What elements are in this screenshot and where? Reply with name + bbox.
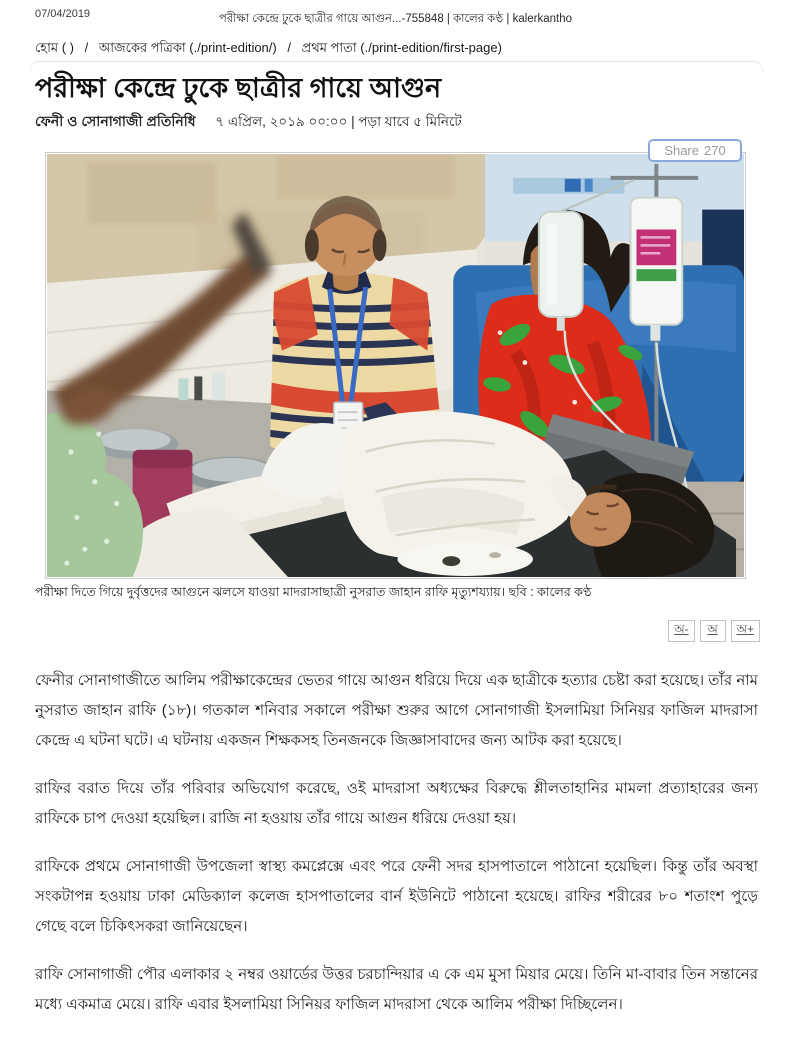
article-headline: পরীক্ষা কেন্দ্রে ঢুকে ছাত্রীর গায়ে আগুন bbox=[35, 73, 442, 103]
article-byline bbox=[35, 110, 462, 134]
byline-author: ফেনী ও সোনাগাজী প্রতিনিধি bbox=[35, 113, 196, 129]
article-paragraph: ফেনীর সোনাগাজীতে আলিম পরীক্ষাকেন্দ্রের ভেতর গায়ে আগুন ধরিয়ে দিয়ে এক ছাত্রীকে হত্যার চেষ্টা করা হয়েছে। তাঁর নাম নুসরাত জাহান রাফি (১৮)। গতকাল শনিবার সকালে পরীক্ষা শুরুর আগে সোনাগাজী ইসলামিয়া সিনিয়র ফাজিল মাদরাসা কেন্দ্রে এ ঘটনা ঘটে। এ ঘটনায় একজন শিক্ষকসহ তিনজনকে জিজ্ঞাসাবাদের জন্য আটক করা হয়েছে। bbox=[35, 672, 758, 749]
breadcrumb bbox=[35, 39, 509, 60]
article-photo bbox=[45, 152, 746, 579]
font-increase-button[interactable]: অ+ bbox=[731, 620, 760, 642]
print-date: 07/04/2019 bbox=[35, 8, 91, 20]
font-decrease-button[interactable]: অ- bbox=[668, 620, 694, 642]
print-page-title: পরীক্ষা কেন্দ্রে ঢুকে ছাত্রীর গায়ে আগুন...-755848 | কালের কণ্ঠ | kalerkantho bbox=[218, 13, 573, 25]
font-reset-button[interactable]: অ bbox=[700, 620, 726, 642]
photo-caption: পরীক্ষা দিতে গিয়ে দুর্বৃত্তদের আগুনে ঝলসে যাওয়া মাদরাসাছাত্রী নুসরাত জাহান রাফি মৃত্যুশয্যায়। ছবি : কালের কণ্ঠ bbox=[35, 585, 592, 599]
article-paragraph: রাফিকে প্রথমে সোনাগাজী উপজেলা স্বাস্থ্য কমপ্লেক্সে এবং পরে ফেনী সদর হাসপাতালে পাঠানো হয়েছিল। কিন্তু তাঁর অবস্থা সংকটাপন্ন হওয়ায় ঢাকা মেডিক্যাল কলেজ হাসপাতালের বার্ন ইউনিটে পাঠানো হয়েছে। রাফির শরীরের ৮০ শতাংশ পুড়ে গেছে বলে চিকিৎসকরা জানিয়েছেন। bbox=[35, 858, 758, 935]
share-count: 270 bbox=[704, 143, 726, 158]
article-body bbox=[35, 666, 758, 1038]
breadcrumb-first-page[interactable]: প্রথম পাতা (./print-edition/first-page) bbox=[301, 40, 502, 55]
breadcrumb-separator: / bbox=[84, 40, 89, 55]
byline-date-readtime: ৭ এপ্রিল, ২০১৯ ০০:০০ | পড়া যাবে ৫ মিনিটে bbox=[215, 114, 462, 129]
article-paragraph: রাফির বরাত দিয়ে তাঁর পরিবার অভিযোগ করেছে, ওই মাদরাসা অধ্যক্ষের বিরুদ্ধে শ্লীলতাহানির মামলা প্রত্যাহারের জন্য রাফিকে চাপ দেওয়া হয়েছিল। রাজি না হওয়ায় তাঁর গায়ে আগুন ধরিয়ে দেওয়া হয়। bbox=[35, 780, 758, 827]
share-button[interactable] bbox=[648, 139, 742, 162]
article-paragraph: রাফি সোনাগাজী পৌর এলাকার ২ নম্বর ওয়ার্ডের উত্তর চরচান্দিয়ার এ কে এম মুসা মিয়ার মেয়ে। তিনি মা-বাবার তিন সন্তানের মধ্যে একমাত্র মেয়ে। রাফি এবার ইসলামিয়া সিনিয়র ফাজিল মাদরাসা থেকে আলিম পরীক্ষা দিচ্ছিলেন। bbox=[35, 966, 758, 1013]
hospital-photo-illustration bbox=[47, 154, 744, 577]
share-label: Share bbox=[664, 143, 699, 158]
breadcrumb-home[interactable]: হোম ( ) bbox=[35, 40, 74, 55]
breadcrumb-print-edition[interactable]: আজকের পত্রিকা (./print-edition/) bbox=[98, 40, 277, 55]
breadcrumb-separator: / bbox=[287, 40, 291, 55]
font-size-controls bbox=[668, 620, 760, 642]
